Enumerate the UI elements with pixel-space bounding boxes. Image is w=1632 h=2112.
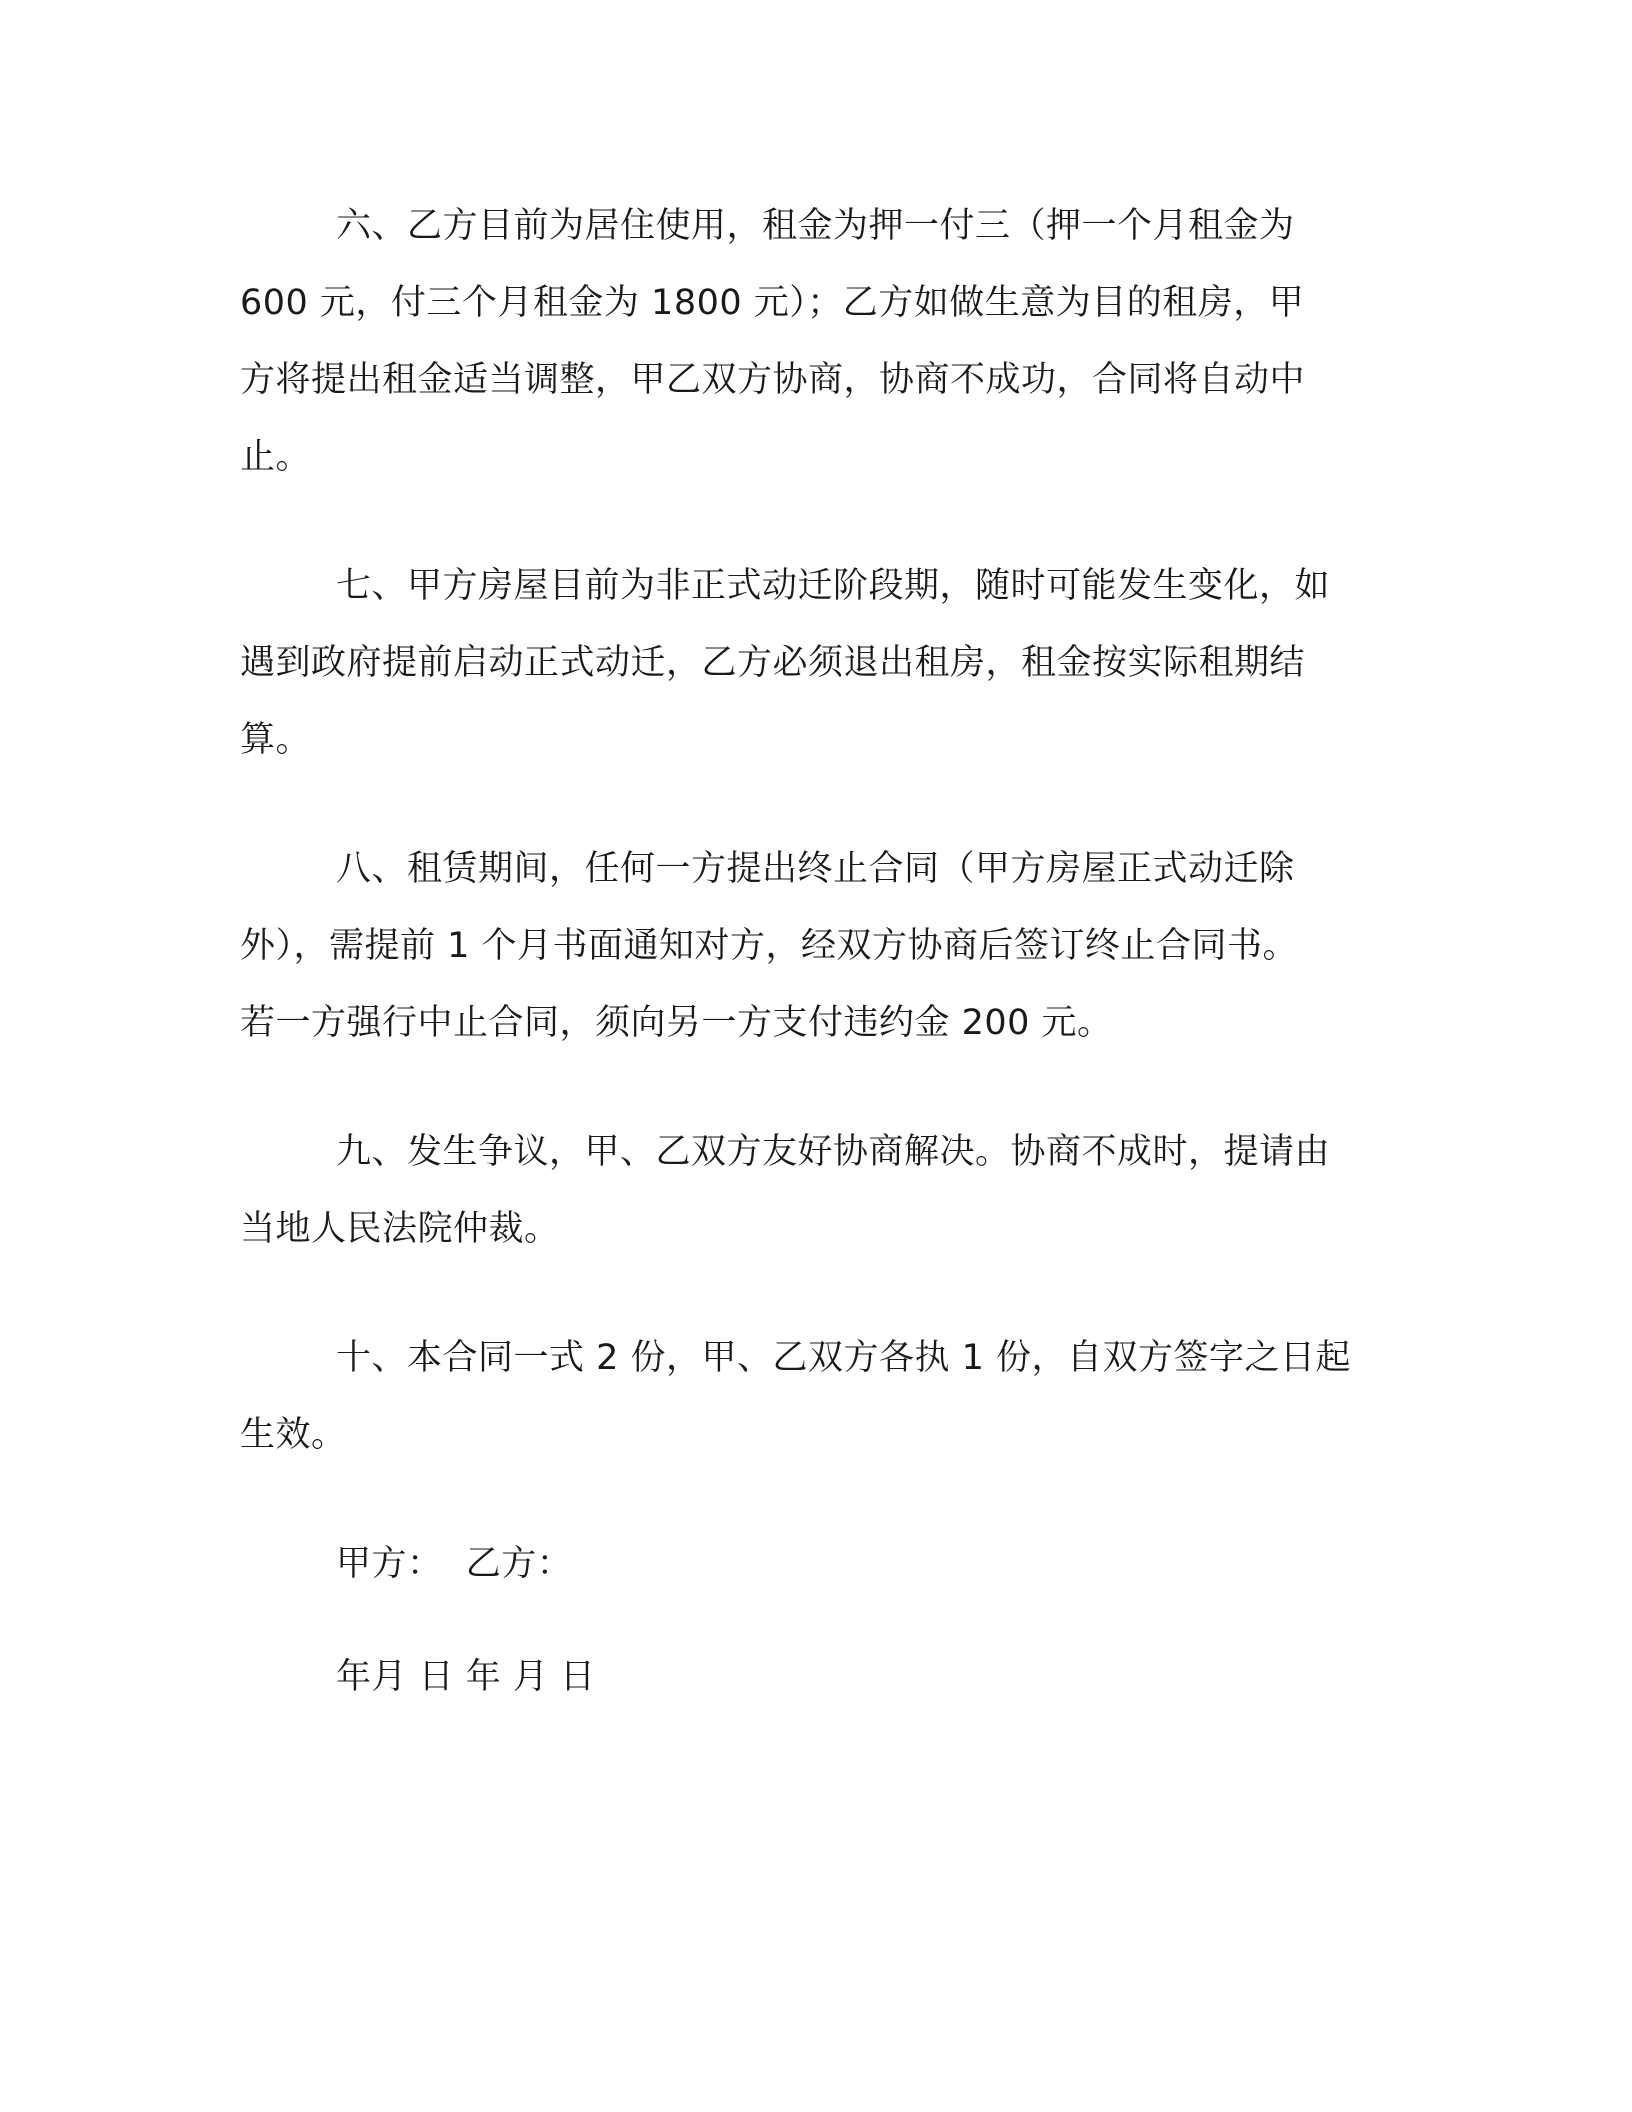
clause-line: 当地人民法院仲裁。 [240,1209,560,1249]
clause-line: 若一方强行中止合同，须向另一方支付违约金 200 元。 [240,1003,1113,1043]
clause-line: 九、发生争议，甲、乙双方友好协商解决。协商不成时，提请由 [336,1132,1331,1172]
signature-dates: 年月 日 年 月 日 [336,1657,596,1697]
signature-parties: 甲方： 乙方： [336,1544,573,1584]
clause-line: 六、乙方目前为居住使用，租金为押一付三（押一个月租金为 [336,206,1295,246]
clause-seven [240,548,1385,779]
clause-line: 方将提出租金适当调整，甲乙双方协商，协商不成功，合同将自动中 [240,360,1306,400]
clause-nine [240,1114,1385,1268]
clause-eight [240,831,1385,1062]
clause-six [240,188,1385,496]
clause-line: 止。 [240,437,312,477]
clause-line: 外），需提前 1 个月书面通知对方，经双方协商后签订终止合同书。 [240,926,1299,966]
clause-line: 七、甲方房屋目前为非正式动迁阶段期，随时可能发生变化，如 [336,566,1331,606]
clause-line: 十、本合同一式 2 份，甲、乙双方各执 1 份，自双方签字之日起 [336,1338,1352,1378]
contract-body [240,188,1385,1752]
clause-line: 遇到政府提前启动正式动迁，乙方必须退出租房，租金按实际租期结 [240,643,1306,683]
clause-line: 生效。 [240,1415,347,1455]
clause-line: 八、租赁期间，任何一方提出终止合同（甲方房屋正式动迁除 [336,849,1295,889]
clause-line: 600 元，付三个月租金为 1800 元）；乙方如做生意为目的租房，甲 [240,283,1305,323]
clause-ten [240,1320,1385,1474]
clause-line: 算。 [240,720,312,760]
